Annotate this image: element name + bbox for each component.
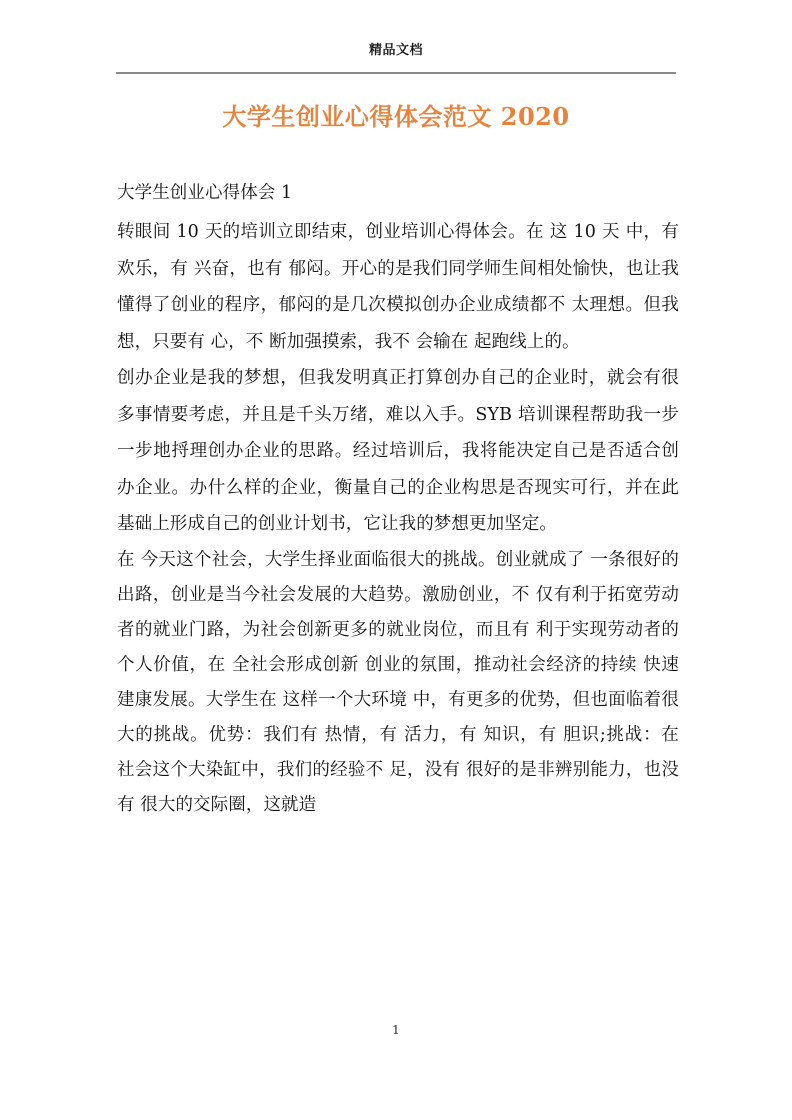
body-paragraph-3: 在 今天这个社会，大学生择业面临很大的挑战。创业就成了 一条很好的出路，创业是当今社会发展的大趋势。激励创业，不 仅有利于拓宽劳动者的就业门路，为社会创新更多的就业岗位，而且有 利于实现劳动者的个人价值，在 全社会形成创新 创业的氛围，推动社会经济的持续 快速建康发展。大学生在 这样一个大环境 中，有更多的优势，但也面临着很大的挑战。优势：我们有 热情，有 活力，有 知识，有 胆识;挑战：在 社会这个大染缸中，我们的经验不 足，没有 很好的是非辨别能力，也没有 很大的交际圈，这就造 [117, 549, 679, 815]
body-paragraph-2: 创办企业是我的梦想，但我发明真正打算创办自己的企业时，就会有很多事情要考虑，并且是千头万绪，难以入手。SYB 培训课程帮助我一步一步地捋理创办企业的思路。经过培训后，我将能决定自己是否适合创办企业。办什么样的企业，衡量自己的企业构思是否现实可行，并在此基础上形成自己的创业计划书，它让我的梦想更加坚定。 [117, 368, 679, 534]
header-divider-rule [116, 72, 676, 74]
running-header [116, 42, 676, 60]
document-body [117, 176, 679, 823]
header-text: 精品文档 [368, 43, 423, 58]
section-heading-paragraph: 大学生创业心得体会 1 [117, 183, 293, 203]
document-title: 大学生创业心得体会范文 2020 [222, 102, 570, 131]
page-number-footer: 1 [392, 1023, 400, 1037]
body-paragraph-1: 转眼间 10 天的培训立即结束，创业培训心得体会。在 这 10 天 中，有 欢乐，有 兴奋，也有 郁闷。开心的是我们同学师生间相处愉快，也让我懂得了创业的程序，郁闷的是几次模拟创办企业成绩都不 太理想。但我想，只要有 心，不 断加强摸索，我不 会输在 起跑线上的。 [117, 222, 679, 352]
